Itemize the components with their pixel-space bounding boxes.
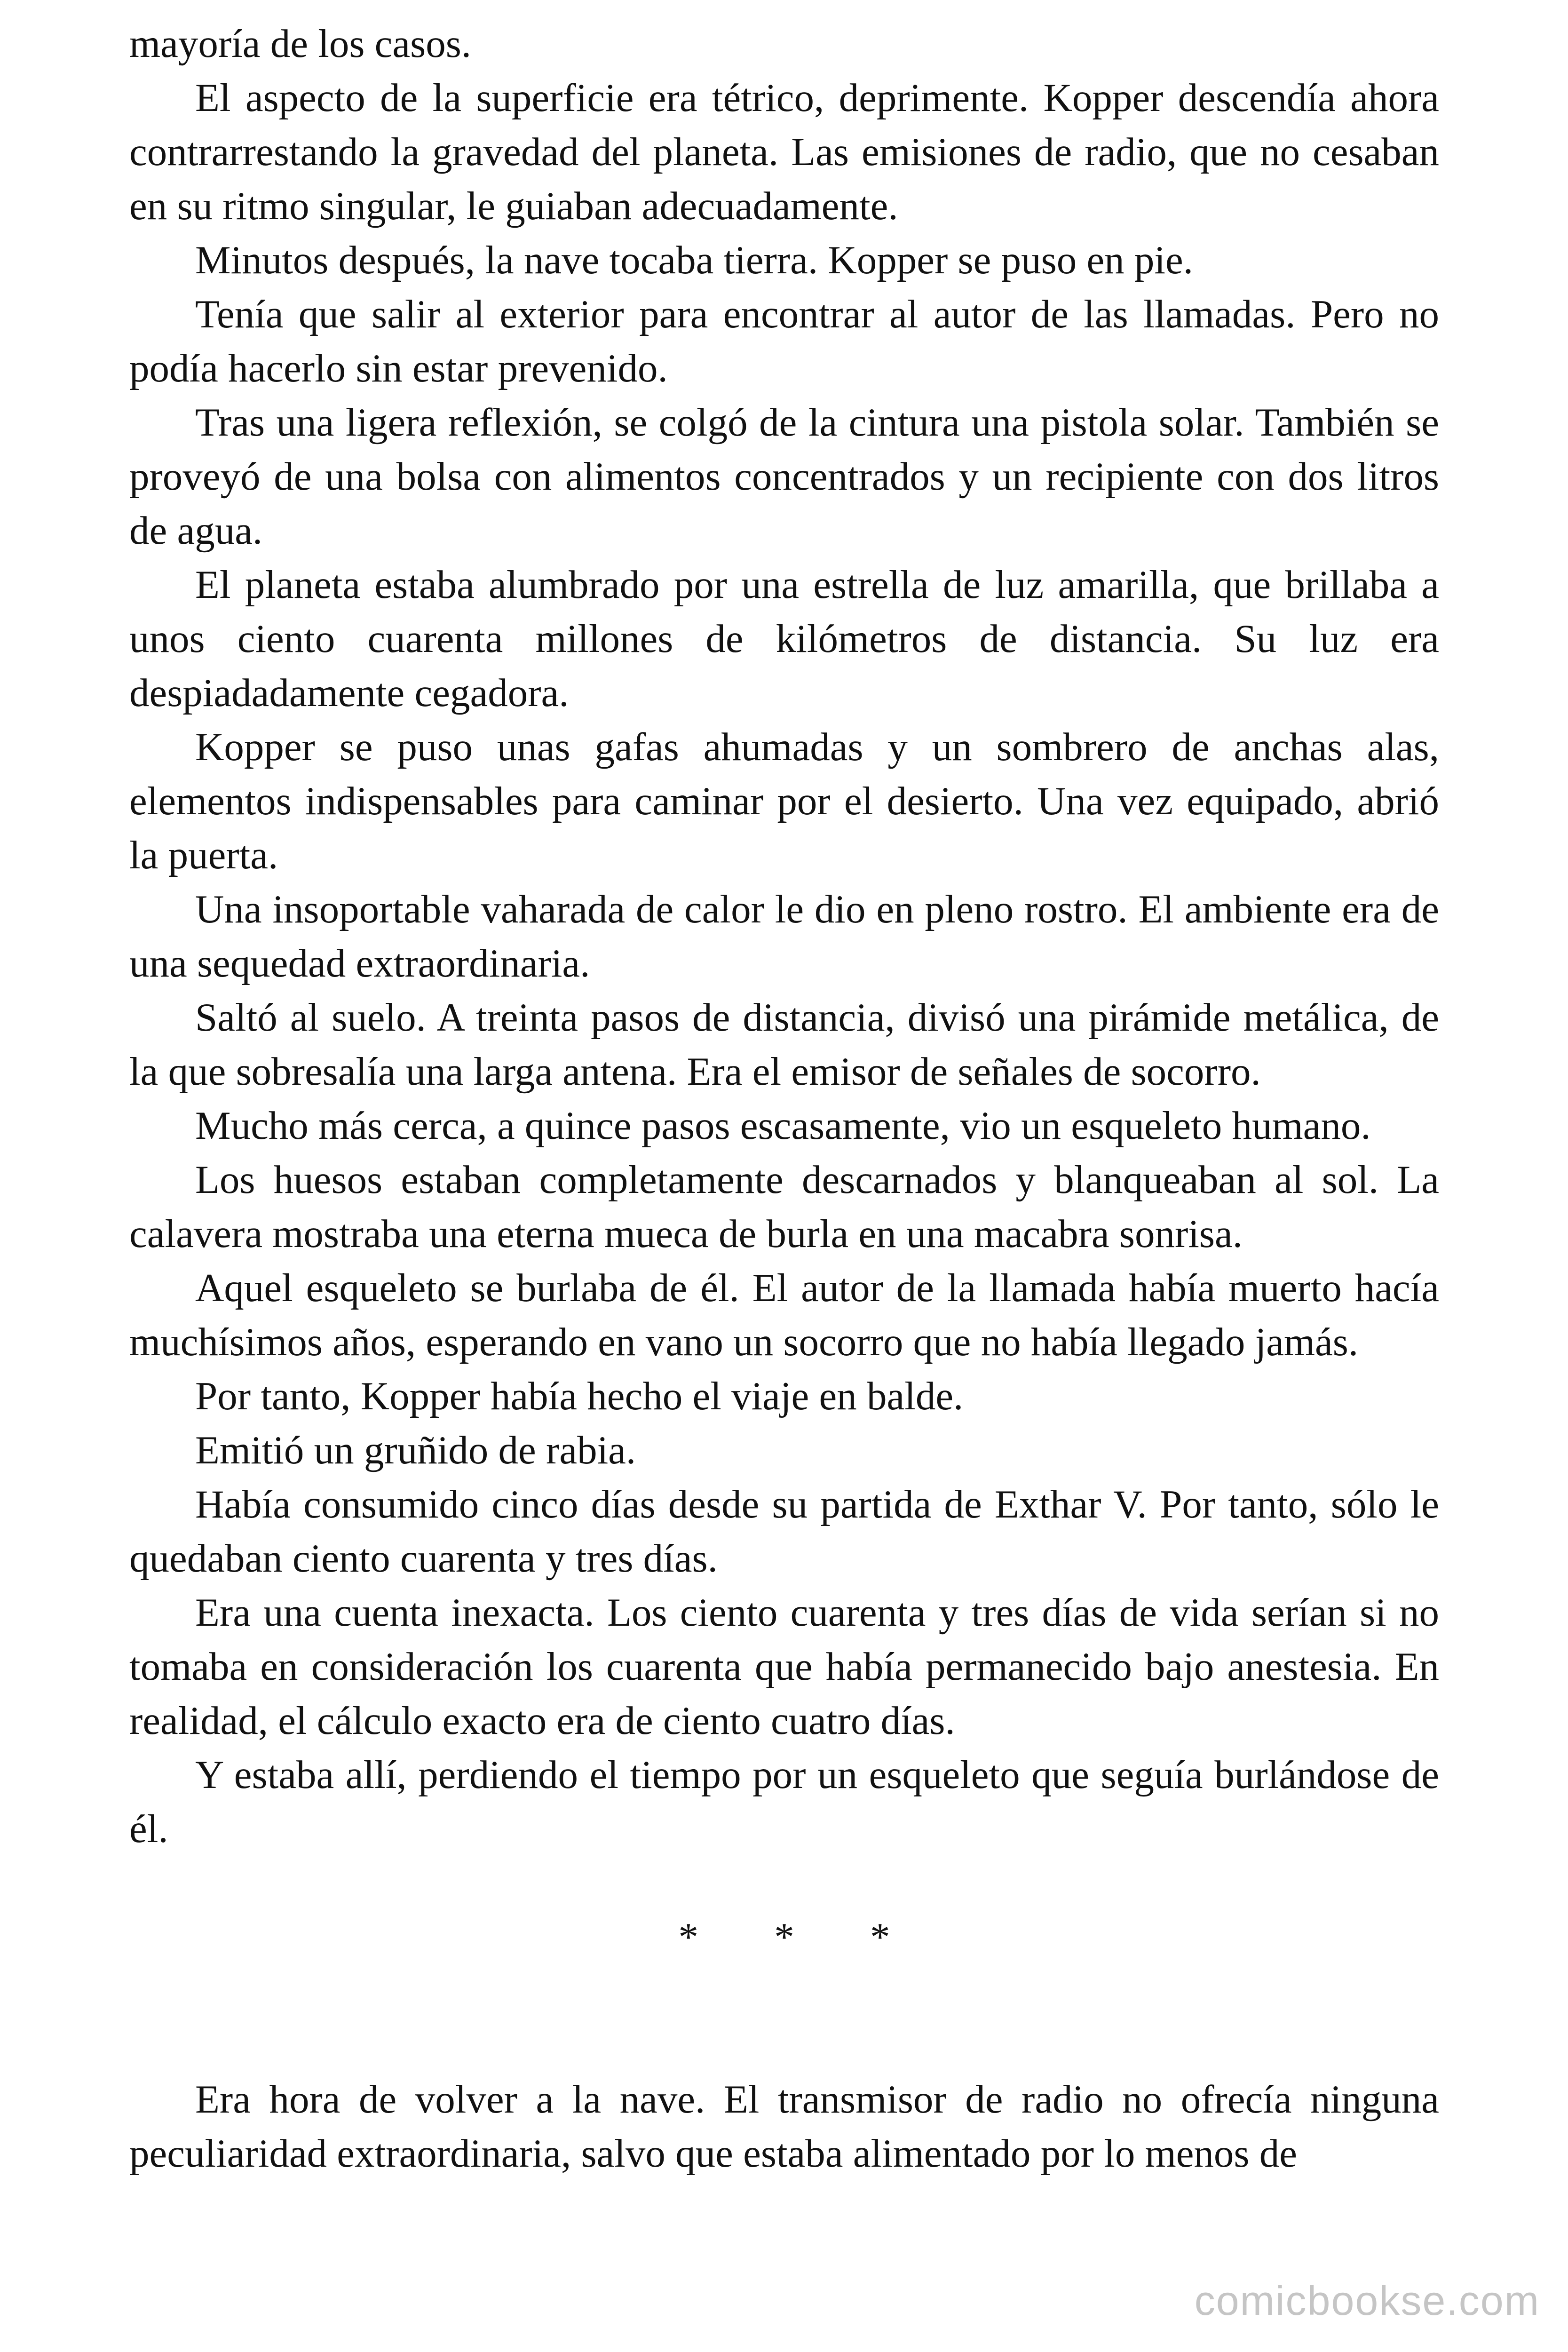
paragraph: Kopper se puso unas gafas ahumadas y un sombrero de anchas alas, elementos indispensables para caminar por el desierto. Una vez equipado, abrió la puerta. <box>129 725 1439 877</box>
paragraph: Por tanto, Kopper había hecho el viaje en balde. <box>195 1374 964 1418</box>
paragraph: Había consumido cinco días desde su partida de Exthar V. Por tanto, sólo le quedaban ciento cuarenta y tres días. <box>129 1482 1439 1581</box>
paragraph: El planeta estaba alumbrado por una estrella de luz amarilla, que brillaba a unos ciento cuarenta millones de kilómetros de distancia. Su luz era despiadadamente cegadora. <box>129 563 1439 715</box>
paragraph: Tenía que salir al exterior para encontrar al autor de las llamadas. Pero no podía hacerlo sin estar prevenido. <box>129 292 1439 390</box>
paragraph: Los huesos estaban completamente descarnados y blanqueaban al sol. La calavera mostraba una eterna mueca de burla en una macabra sonrisa. <box>129 1158 1439 1256</box>
watermark: comicbookse.com <box>1194 2277 1540 2324</box>
paragraph: Aquel esqueleto se burlaba de él. El autor de la llamada había muerto hacía muchísimos años, esperando en vano un socorro que no había llegado jamás. <box>129 1266 1439 1364</box>
paragraph: El aspecto de la superficie era tétrico, deprimente. Kopper descendía ahora contrarrestando la gravedad del planeta. Las emisiones de radio, que no cesaban en su ritmo singular, le guiaban adecuadamente. <box>129 76 1439 228</box>
paragraph: Una insoportable vaharada de calor le dio en pleno rostro. El ambiente era de una sequedad extraordinaria. <box>129 887 1439 985</box>
paragraph: Emitió un gruñido de rabia. <box>195 1428 636 1472</box>
paragraph: Y estaba allí, perdiendo el tiempo por un esqueleto que seguía burlándose de él. <box>129 1753 1439 1851</box>
section-separator <box>129 1856 1439 2073</box>
separator-asterisk: * <box>870 1915 890 1959</box>
paragraph: Minutos después, la nave tocaba tierra. Kopper se puso en pie. <box>195 238 1194 282</box>
paragraph: Era una cuenta inexacta. Los ciento cuarenta y tres días de vida serían si no tomaba en consideración los cuarenta que había permanecido bajo anestesia. En realidad, el cálculo exacto era de ciento cuatro días. <box>129 1590 1439 1743</box>
separator-asterisk: * <box>774 1915 794 1959</box>
paragraph: Era hora de volver a la nave. El transmisor de radio no ofrecía ninguna peculiaridad extraordinaria, salvo que estaba alimentado por lo menos de <box>129 2077 1439 2176</box>
paragraph: Tras una ligera reflexión, se colgó de la cintura una pistola solar. También se proveyó de una bolsa con alimentos concentrados y un recipiente con dos litros de agua. <box>129 400 1439 553</box>
paragraph: mayoría de los casos. <box>129 22 472 66</box>
paragraph: Saltó al suelo. A treinta pasos de distancia, divisó una pirámide metálica, de la que sobresalía una larga antena. Era el emisor de señales de socorro. <box>129 995 1439 1094</box>
separator-asterisk: * <box>678 1915 698 1959</box>
document-page <box>129 17 1439 2181</box>
paragraph: Mucho más cerca, a quince pasos escasamente, vio un esqueleto humano. <box>195 1104 1371 1148</box>
